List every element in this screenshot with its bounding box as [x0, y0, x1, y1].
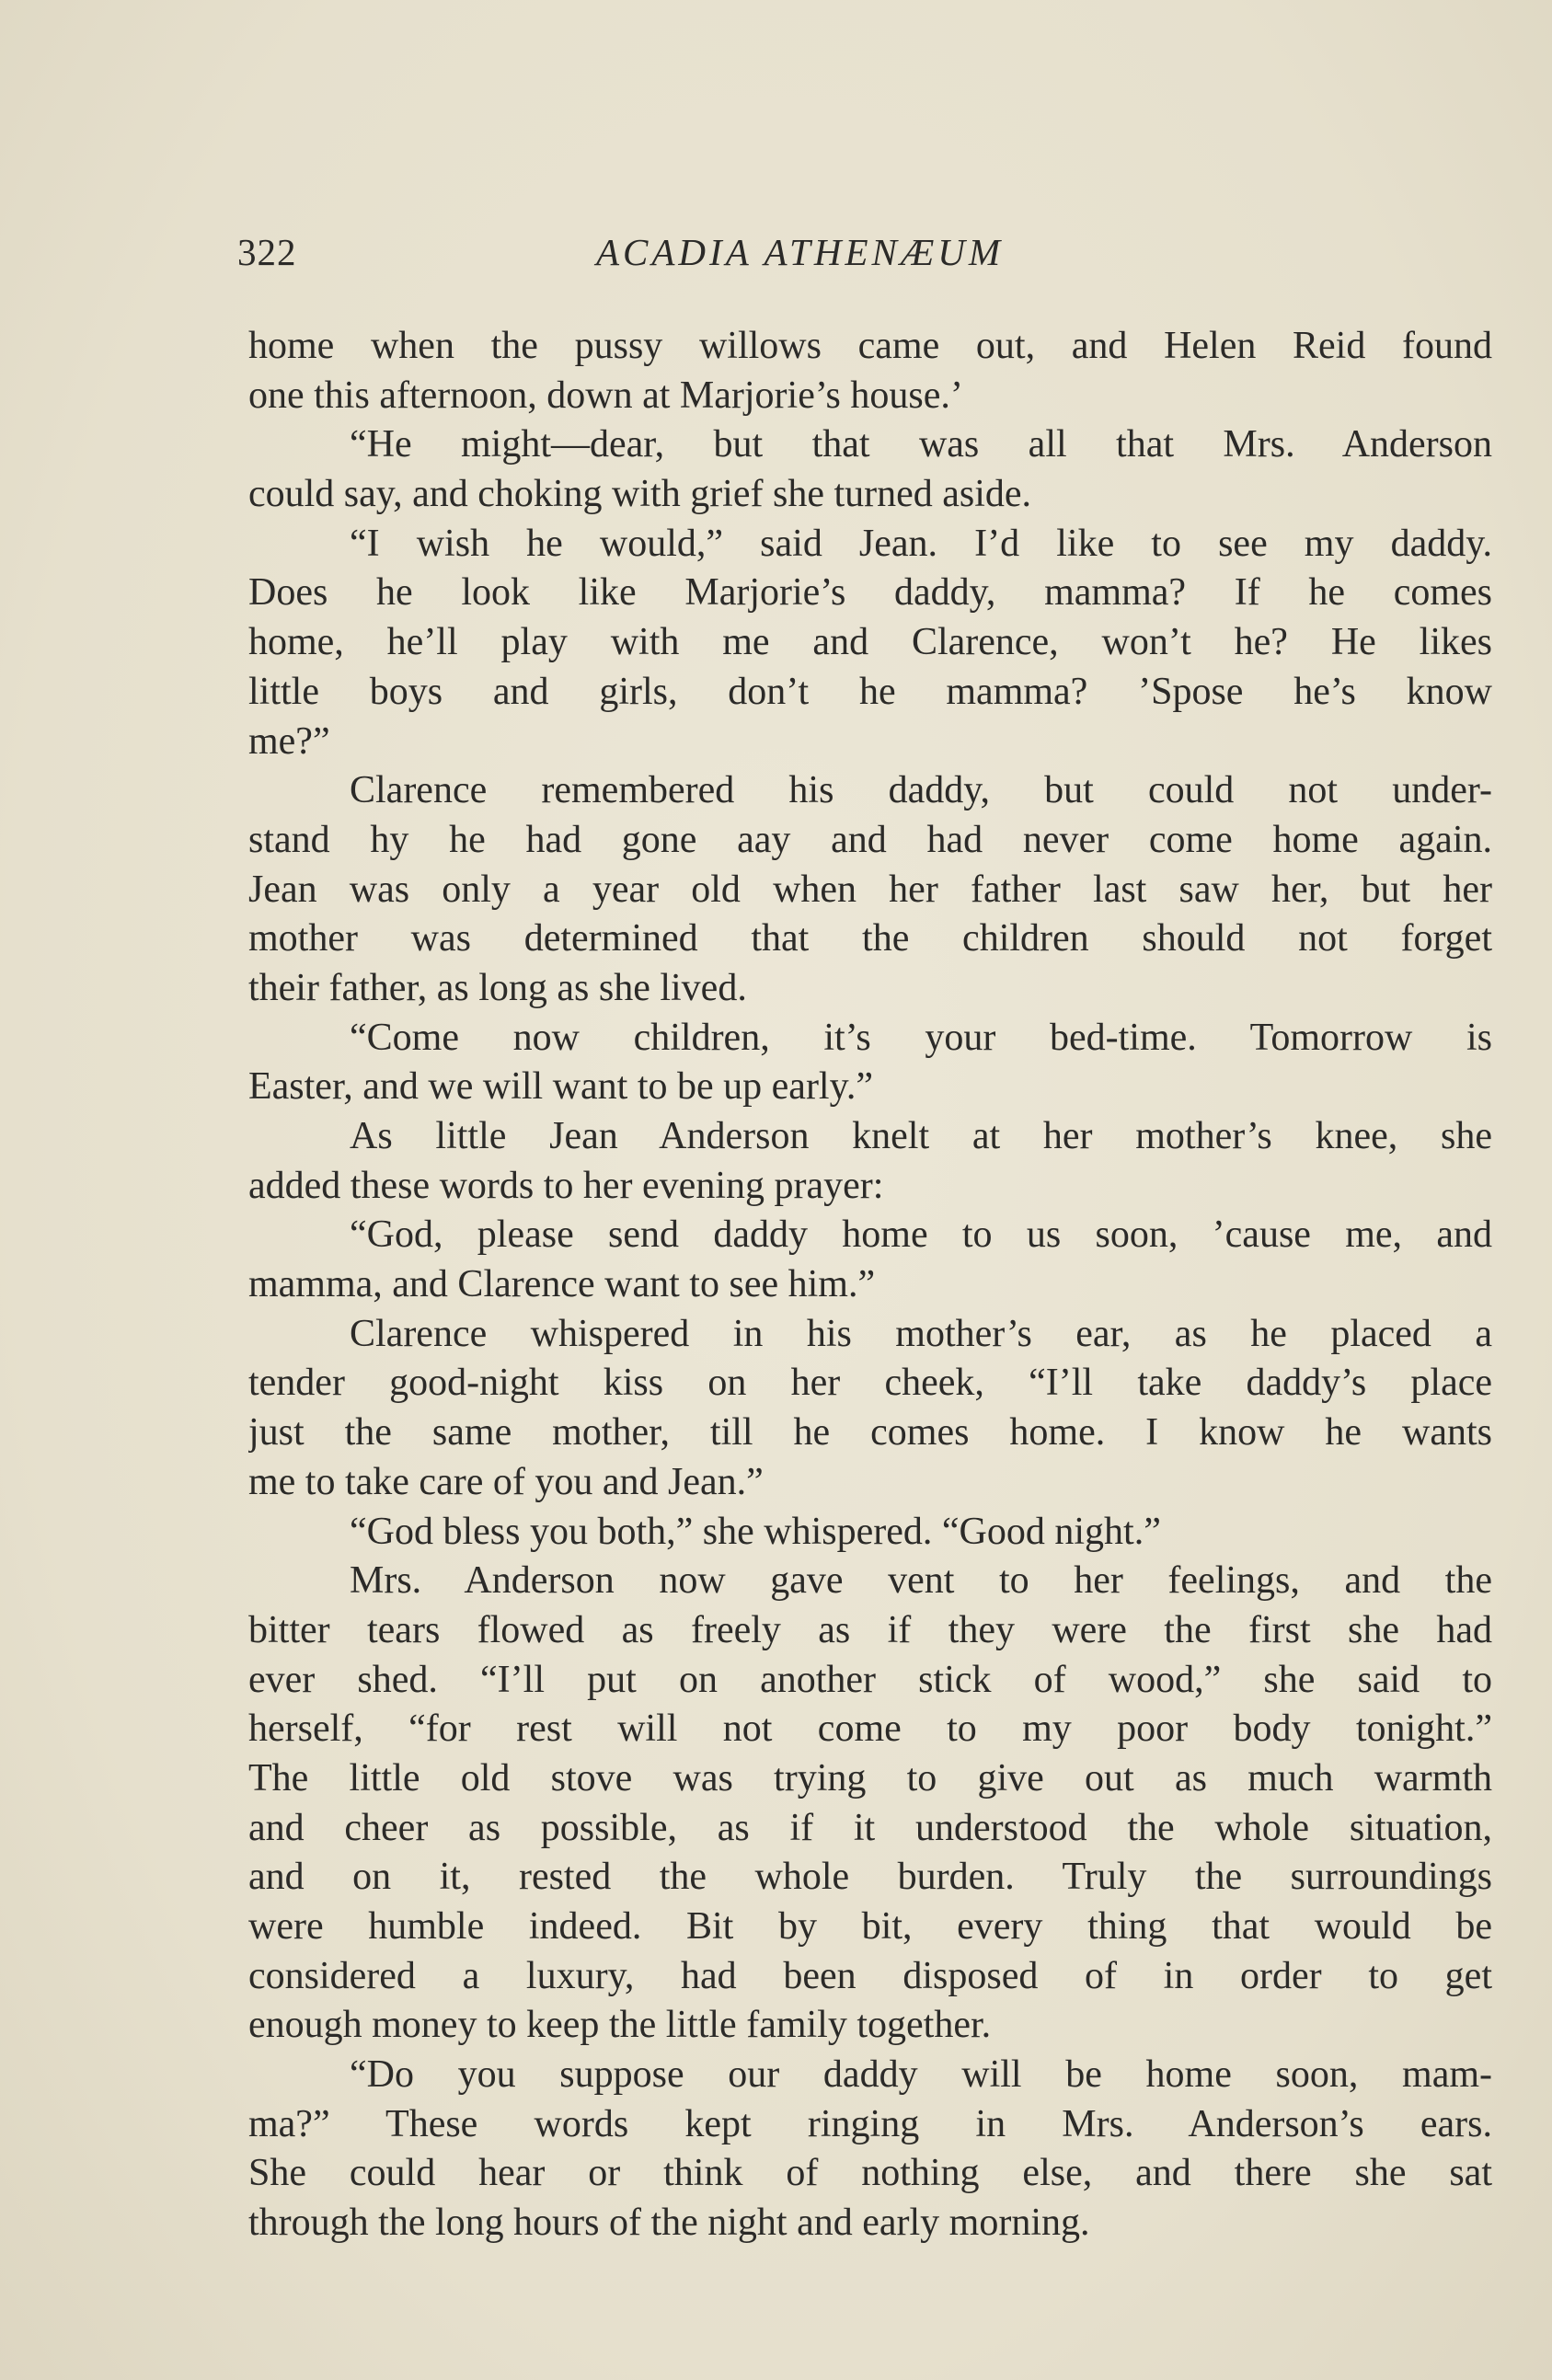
text-line: Jean was only a year old when her father last saw her, but her — [248, 868, 1492, 911]
text-line: bitter tears flowed as freely as if they were the first she had — [248, 1608, 1492, 1651]
text-line: added these words to her evening prayer: — [248, 1164, 884, 1207]
text-line: me to take care of you and Jean.” — [248, 1460, 764, 1503]
text-line: “God bless you both,” she whispered. “Good night.” — [350, 1510, 1161, 1553]
text-line: Does he look like Marjorie’s daddy, mamma? If he comes — [248, 571, 1492, 615]
text-line: their father, as long as she lived. — [248, 966, 747, 1009]
text-line: As little Jean Anderson knelt at her mother’s knee, she — [350, 1115, 1492, 1157]
running-title: ACADIA ATHENÆUM — [596, 231, 1005, 273]
text-line: could say, and choking with grief she turned aside. — [248, 473, 1032, 516]
text-line: “He might—dear, but that was all that Mrs. Anderson — [350, 423, 1492, 466]
text-line: me?” — [248, 719, 330, 763]
body-text — [248, 322, 1492, 2248]
page-number: 322 — [237, 231, 297, 273]
page-header — [237, 230, 1323, 285]
text-line: “Come now children, it’s your bed-time. Tomorrow is — [350, 1016, 1492, 1059]
text-line: ever shed. “I’ll put on another stick of wood,” she said to — [248, 1658, 1492, 1701]
text-line: ma?” These words kept ringing in Mrs. Anderson’s ears. — [248, 2102, 1492, 2145]
text-line: Easter, and we will want to be up early.” — [248, 1065, 874, 1109]
text-line: little boys and girls, don’t he mamma? ’Spose he’s know — [248, 670, 1492, 713]
text-line: were humble indeed. Bit by bit, every thing that would be — [248, 1905, 1492, 1948]
text-line: stand hy he had gone aay and had never come home again. — [248, 818, 1492, 861]
text-line: She could hear or think of nothing else, and there she sat — [248, 2152, 1492, 2195]
text-line: one this afternoon, down at Marjorie’s house.’ — [248, 374, 963, 417]
text-line: The little old stove was trying to give out as much warmth — [248, 1756, 1492, 1799]
text-line: “God, please send daddy home to us soon, ’cause me, and — [350, 1213, 1492, 1257]
text-line: Mrs. Anderson now gave vent to her feelings, and the — [350, 1559, 1492, 1603]
text-line: home, he’ll play with me and Clarence, won’t he? He likes — [248, 621, 1492, 664]
text-line: Clarence remembered his daddy, but could not under- — [350, 769, 1492, 812]
text-line: enough money to keep the little family together. — [248, 2004, 992, 2047]
text-line: mamma, and Clarence want to see him.” — [248, 1263, 876, 1306]
text-line: just the same mother, till he comes home. I know he wants — [248, 1411, 1492, 1454]
text-line: mother was determined that the children should not forget — [248, 917, 1492, 960]
text-line: tender good-night kiss on her cheek, “I’ll take daddy’s place — [248, 1362, 1492, 1405]
text-line: considered a luxury, had been disposed of in order to get — [248, 1954, 1492, 1997]
text-line: Clarence whispered in his mother’s ear, as he placed a — [350, 1312, 1492, 1355]
text-line: “Do you suppose our daddy will be home soon, mam- — [350, 2053, 1492, 2097]
text-line: and cheer as possible, as if it understood the whole situation, — [248, 1806, 1492, 1849]
text-line: herself, “for rest will not come to my poor body tonight.” — [248, 1707, 1492, 1751]
text-line: through the long hours of the night and early morning. — [248, 2202, 1090, 2245]
text-line: and on it, rested the whole burden. Truly the surroundings — [248, 1856, 1492, 1899]
text-line: “I wish he would,” said Jean. I’d like to see my daddy. — [350, 522, 1492, 565]
text-line: home when the pussy willows came out, and Helen Reid found — [248, 325, 1492, 367]
